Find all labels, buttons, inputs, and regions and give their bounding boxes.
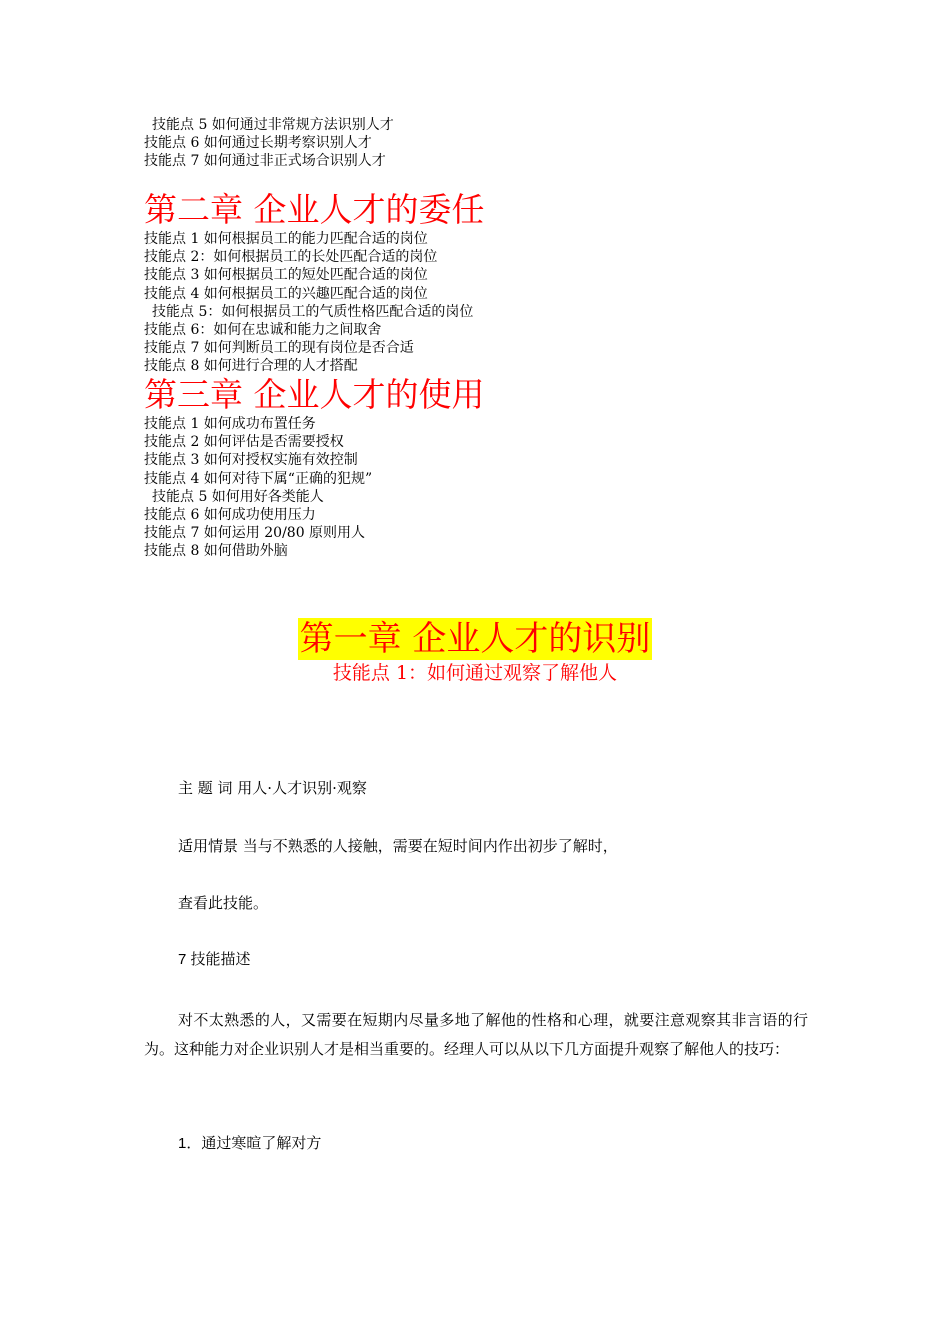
chapter1-heading [0, 618, 950, 660]
toc-chapter2 [144, 190, 844, 376]
toc-item: 技能点 7 如何判断员工的现有岗位是否合适 [144, 340, 414, 357]
toc-item: 技能点 1 如何根据员工的能力匹配合适的岗位 [144, 231, 428, 247]
toc-item: 技能点 8 如何借助外脑 [144, 543, 288, 560]
scenario-line: 适用情景 当与不熟悉的人接触，需要在短时间内作出初步了解时， [178, 837, 618, 855]
toc-chapter3 [144, 375, 844, 561]
scenario-continued: 查看此技能。 [178, 894, 269, 912]
list-item-1: 1．通过寒暄了解对方 [178, 1135, 322, 1152]
toc-item: 技能点 3 如何根据员工的短处匹配合适的岗位 [144, 267, 428, 284]
toc-item: 技能点 7 如何通过非正式场合识别人才 [144, 153, 386, 170]
toc-item: 技能点 5 如何用好各类能人 [152, 488, 324, 505]
toc-item: 技能点 7 如何运用 20/80 原则用人 [144, 525, 366, 542]
toc-item: 技能点 3 如何对授权实施有效控制 [144, 452, 358, 469]
toc-item: 技能点 5：如何根据员工的气质性格匹配合适的岗位 [152, 303, 474, 320]
description-paragraph: 对不太熟悉的人，又需要在短期内尽量多地了解他的性格和心理，就要注意观察其非言语的行为。这种能力对企业识别人才是相当重要的。经理人可以从以下几方面提升观察了解他人的技巧： [144, 1011, 808, 1058]
keywords-line: 主 题 词 用人·人才识别·观察 [178, 779, 367, 797]
skill-description-heading: 7 技能描述 [178, 951, 251, 968]
chapter1-subtitle: 技能点 1：如何通过观察了解他人 [332, 662, 618, 684]
toc-item: 技能点 1 如何成功布置任务 [144, 416, 316, 432]
chapter3-title: 第三章 企业人才的使用 [144, 375, 485, 414]
toc-item: 技能点 2：如何根据员工的长处匹配合适的岗位 [144, 249, 438, 266]
toc-item: 技能点 6：如何在忠诚和能力之间取舍 [144, 321, 382, 338]
toc-item: 技能点 4 如何对待下属“正确的犯规” [144, 470, 373, 487]
chapter2-title: 第二章 企业人才的委任 [144, 190, 485, 229]
toc-item: 技能点 8 如何进行合理的人才搭配 [144, 358, 358, 375]
toc-item: 技能点 6 如何通过长期考察识别人才 [144, 135, 372, 152]
toc-item: 技能点 6 如何成功使用压力 [144, 506, 316, 523]
toc-item: 技能点 2 如何评估是否需要授权 [144, 434, 344, 451]
toc-chapter1-continued [144, 116, 844, 171]
chapter1-title: 第一章 企业人才的识别 [299, 619, 651, 659]
toc-item: 技能点 5 如何通过非常规方法识别人才 [152, 117, 394, 133]
toc-item: 技能点 4 如何根据员工的兴趣匹配合适的岗位 [144, 285, 428, 302]
